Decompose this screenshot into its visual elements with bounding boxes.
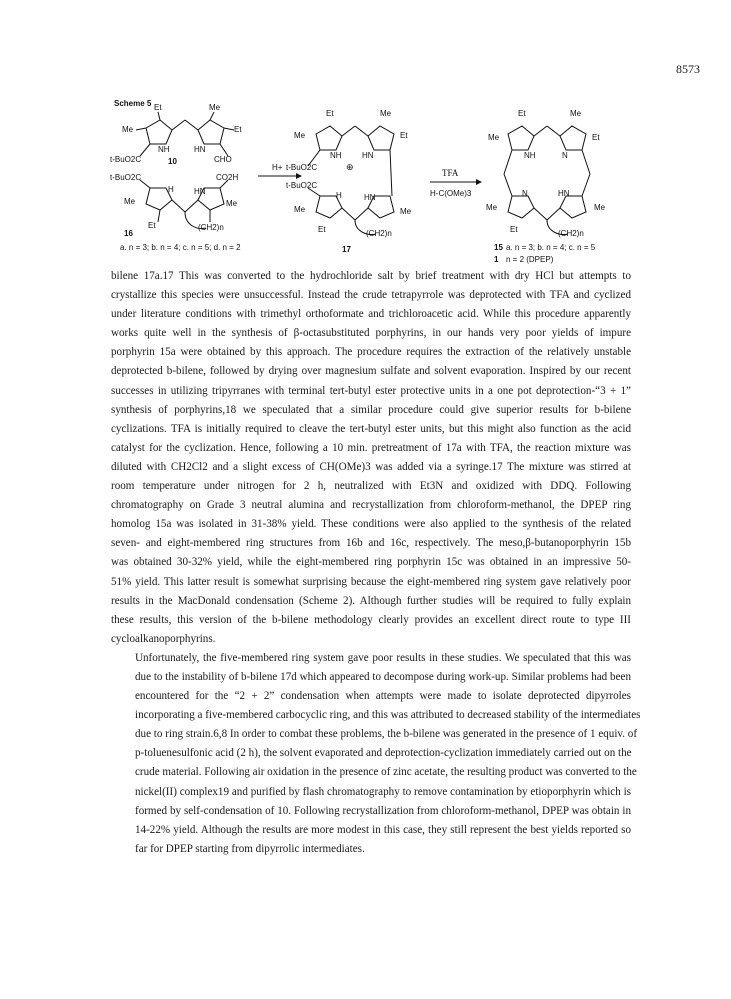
- text-line: chromatography on Grade 3 neutral alumina and recrystallization from chloroform-methanol, the DPEP ring: [111, 499, 631, 512]
- text-line: due to ring strain.6,8 In order to combat these problems, the b-bilene was generated in the presence of 1 equiv. of: [135, 728, 638, 741]
- svg-text:Me: Me: [400, 207, 412, 216]
- text-line: Unfortunately, the five-membered ring system gave poor results in these studies. We speculated that this was: [135, 651, 631, 664]
- svg-text:Et: Et: [400, 131, 408, 140]
- text-line: under literature conditions with trimethyl orthoformate and trichloroacetic acid. While this procedure apparently: [111, 308, 631, 321]
- text-line: deprotected b-bilene, followed by drying over magnesium sulfate and solvent evaporation. Inspired by our recent: [111, 365, 631, 378]
- svg-text:HN: HN: [362, 151, 374, 160]
- svg-text:1: 1: [494, 255, 499, 264]
- svg-text:Me: Me: [122, 125, 134, 134]
- text-line: 51% yield. This latter result is somewhat surprising because the eight-membered ring system gave relatively poor: [111, 575, 631, 588]
- svg-text:t-BuO2C: t-BuO2C: [110, 173, 142, 182]
- svg-text:Et: Et: [318, 225, 326, 234]
- svg-text:HN: HN: [364, 193, 376, 202]
- scheme-5-drawing: [110, 100, 670, 265]
- text-line: nickel(II) complex19 and purified by flash chromatography to remove contamination by etioporphyrin which is: [135, 785, 631, 798]
- text-line: 14-22% yield. Although the results are more modest in this case, they still represent the best yields reported so: [135, 823, 631, 836]
- paragraph-2: [111, 649, 641, 859]
- svg-text:17: 17: [342, 245, 351, 254]
- text-line: homolog 15a was isolated in 31-38% yield. These conditions were also applied to the synthesis of the related: [111, 518, 631, 531]
- text-line: crystallize this species were unsuccessful. Instead the crude tetrapyrrole was deprotected with TFA and cyclized: [111, 289, 631, 302]
- scheme-5-figure: [110, 100, 670, 265]
- svg-text:H+: H+: [272, 163, 283, 172]
- svg-text:NH: NH: [524, 151, 536, 160]
- svg-text:Me: Me: [594, 203, 606, 212]
- svg-text:Me: Me: [294, 205, 306, 214]
- svg-text:Me: Me: [209, 103, 221, 112]
- svg-text:Et: Et: [518, 109, 526, 118]
- text-line: catalyst for the cyclization. Hence, following a 10 min. pretreatment of 17a with TFA, the reaction mixture was: [111, 441, 631, 454]
- svg-text:Me: Me: [294, 131, 306, 140]
- text-line: formed by self-condensation of 10. Following recrystallization from chloroform-methanol, DPEP was obtain in: [135, 804, 631, 817]
- svg-text:HN: HN: [194, 145, 206, 154]
- svg-text:HN: HN: [558, 189, 570, 198]
- svg-text:H: H: [336, 191, 342, 200]
- paragraph-1: [111, 267, 631, 649]
- svg-text:NH: NH: [330, 151, 342, 160]
- svg-text:CO2H: CO2H: [216, 173, 239, 182]
- text-line: incorporating a five-membered carbocyclic ring, and this was attributed to decreased stability of the intermediates: [135, 709, 641, 722]
- page-number: 8573: [676, 62, 700, 76]
- text-line: successes in utilizing tripyrranes with terminal tert-butyl ester protective units in a one pot deprotection-“3 + 1”: [111, 384, 631, 397]
- svg-text:N: N: [522, 189, 528, 198]
- svg-text:Me: Me: [226, 199, 238, 208]
- svg-text:Et: Et: [154, 103, 162, 112]
- compound-17-structure: [286, 109, 412, 254]
- svg-text:(CH2)n: (CH2)n: [366, 229, 392, 238]
- svg-text:(CH2)n: (CH2)n: [198, 223, 224, 232]
- svg-text:a. n = 3; b. n = 4; c. n = 5: a. n = 3; b. n = 4; c. n = 5: [506, 243, 596, 252]
- body-text: [111, 267, 641, 859]
- text-line: cycloalkanoporphyrins.: [111, 632, 216, 645]
- svg-text:⊕: ⊕: [346, 162, 354, 172]
- text-line: was obtained 30-32% yield, while the eight-membered ring porphyrin 15c was obtained in an impressive 50-: [111, 556, 631, 569]
- text-line: crude material. Following air oxidation in the presence of zinc acetate, the resulting product was converted to the: [135, 766, 637, 779]
- svg-text:Et: Et: [148, 221, 156, 230]
- svg-text:15: 15: [494, 243, 503, 252]
- svg-text:Et: Et: [234, 125, 242, 134]
- text-line: cyclizations. TFA is initially required to cleave the tert-butyl ester units, but this might also function as the acid: [111, 422, 631, 435]
- svg-text:TFA: TFA: [442, 168, 459, 178]
- text-line: porphyrin 15a were obtained by this approach. The procedure requires the extraction of the relatively unstable: [111, 346, 631, 359]
- text-line: works quite well in the synthesis of β-octasubstituted porphyrins, in our hands very poor yields of impure: [111, 327, 631, 340]
- text-line: seven- and eight-membered ring structures from 16b and 16c, respectively. The meso,β-butanoporphyrin 15b: [111, 537, 631, 550]
- svg-text:H-C(OMe)3: H-C(OMe)3: [430, 189, 472, 198]
- svg-text:Me: Me: [570, 109, 582, 118]
- reaction-arrow-2: [430, 168, 482, 198]
- text-line: these results, this version of the b-bilene methodology clearly provides an excellent direct route to type III: [111, 613, 631, 626]
- svg-text:Me: Me: [380, 109, 392, 118]
- svg-text:N: N: [562, 151, 568, 160]
- svg-text:Et: Et: [592, 133, 600, 142]
- svg-text:Me: Me: [486, 203, 498, 212]
- svg-text:CHO: CHO: [214, 155, 232, 164]
- text-line: p-toluenesulfonic acid (2 h), the solvent evaporated and deprotection-cyclization immediately carried out on the: [135, 747, 632, 760]
- svg-text:Me: Me: [488, 133, 500, 142]
- svg-text:t-BuO2C: t-BuO2C: [110, 155, 142, 164]
- text-line: due to the instability of b-bilene 17d which appeared to decompose during work-up. Similar problems had been: [135, 670, 631, 683]
- svg-text:Me: Me: [124, 197, 136, 206]
- svg-text:HN: HN: [194, 187, 206, 196]
- svg-text:t-BuO2C: t-BuO2C: [286, 163, 318, 172]
- svg-text:(CH2)n: (CH2)n: [558, 229, 584, 238]
- svg-text:n = 2 (DPEP): n = 2 (DPEP): [506, 255, 554, 264]
- svg-text:10: 10: [168, 157, 177, 166]
- svg-text:NH: NH: [158, 145, 170, 154]
- text-line: room temperature under nitrogen for 2 h, neutralized with Et3N and oxidized with DDQ. Following: [111, 480, 631, 493]
- text-line: results in the MacDonald condensation (Scheme 2). Although further studies will be required to fully explain: [111, 594, 631, 607]
- svg-text:Et: Et: [326, 109, 334, 118]
- svg-text:Et: Et: [510, 225, 518, 234]
- svg-text:16: 16: [124, 229, 133, 238]
- text-line: encountered for the “2 + 2” condensation when attempts were made to isolate deprotected dipyrroles: [135, 690, 631, 703]
- text-line: diluted with CH2Cl2 and a slight excess of CH(OMe)3 was added via a syringe.17 The mixture was stirred at: [111, 460, 631, 473]
- scheme-title: Scheme 5: [114, 99, 152, 108]
- text-line: far for DPEP starting from dipyrrolic intermediates.: [135, 842, 365, 855]
- compound-15-structure: [486, 109, 606, 264]
- svg-text:H: H: [168, 185, 174, 194]
- svg-text:t-BuO2C: t-BuO2C: [286, 181, 318, 190]
- text-line: synthesis of porphyrins,18 we speculated that a similar procedure could give superior results for b-bilene: [111, 403, 631, 416]
- compound-10-structure: [110, 103, 242, 166]
- svg-text:a. n = 3; b. n = 4; c. n = 5;: a. n = 3; b. n = 4; c. n = 5; d. n = 2: [120, 243, 241, 252]
- text-line: bilene 17a.17 This was converted to the hydrochloride salt by brief treatment with dry HCl but attempts to: [111, 270, 631, 282]
- compound-16-structure: [110, 173, 241, 252]
